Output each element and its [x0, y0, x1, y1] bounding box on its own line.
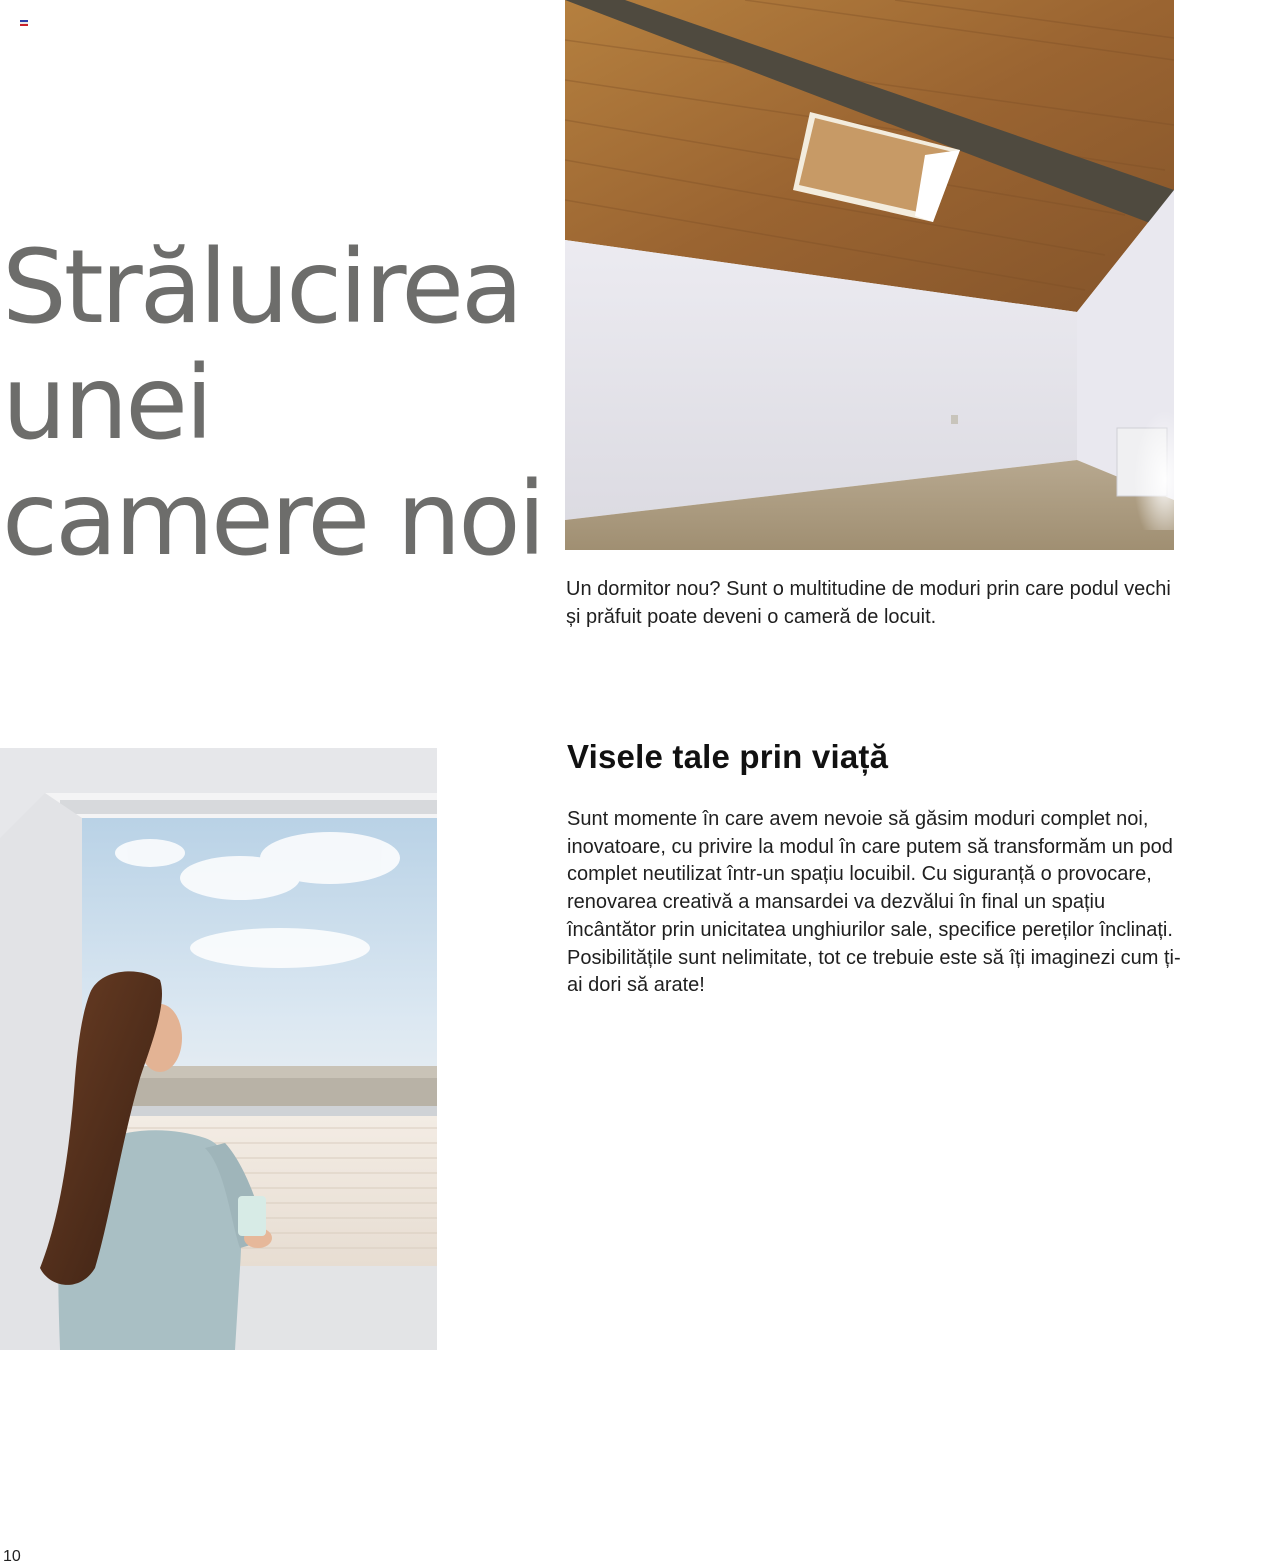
headline-line-1: Strălucirea — [2, 228, 521, 347]
language-flag-icon — [20, 20, 28, 26]
attic-room-photo — [565, 0, 1174, 550]
headline-line-3: camere noi — [2, 460, 543, 579]
woman-at-window-photo — [0, 748, 437, 1350]
headline-line-2: unei — [2, 344, 211, 463]
section-title: Visele tale prin viață — [567, 738, 889, 775]
lead-paragraph: Un dormitor nou? Sunt o multitudine de moduri prin care podul vechi și prăfuit poate deveni o cameră de locuit. — [566, 578, 1171, 628]
body-paragraph: Sunt momente în care avem nevoie să găsim moduri complet noi, inovatoare, cu privire la modul în care putem să transformăm un pod complet neutilizat într-un spațiu locuibil. Cu siguranță o provocare, renovarea creativă a mansardei va dezvălui în final un spațiu încântător prin unicitatea unghiurilor sale, specifice pereților înclinați. Posibilitățile sunt nelimitate, tot ce trebuie este să îți imaginezi cum ți-ai dori să arate! — [567, 808, 1181, 997]
page-number: 10 — [3, 1548, 21, 1565]
page-headline — [2, 230, 543, 578]
